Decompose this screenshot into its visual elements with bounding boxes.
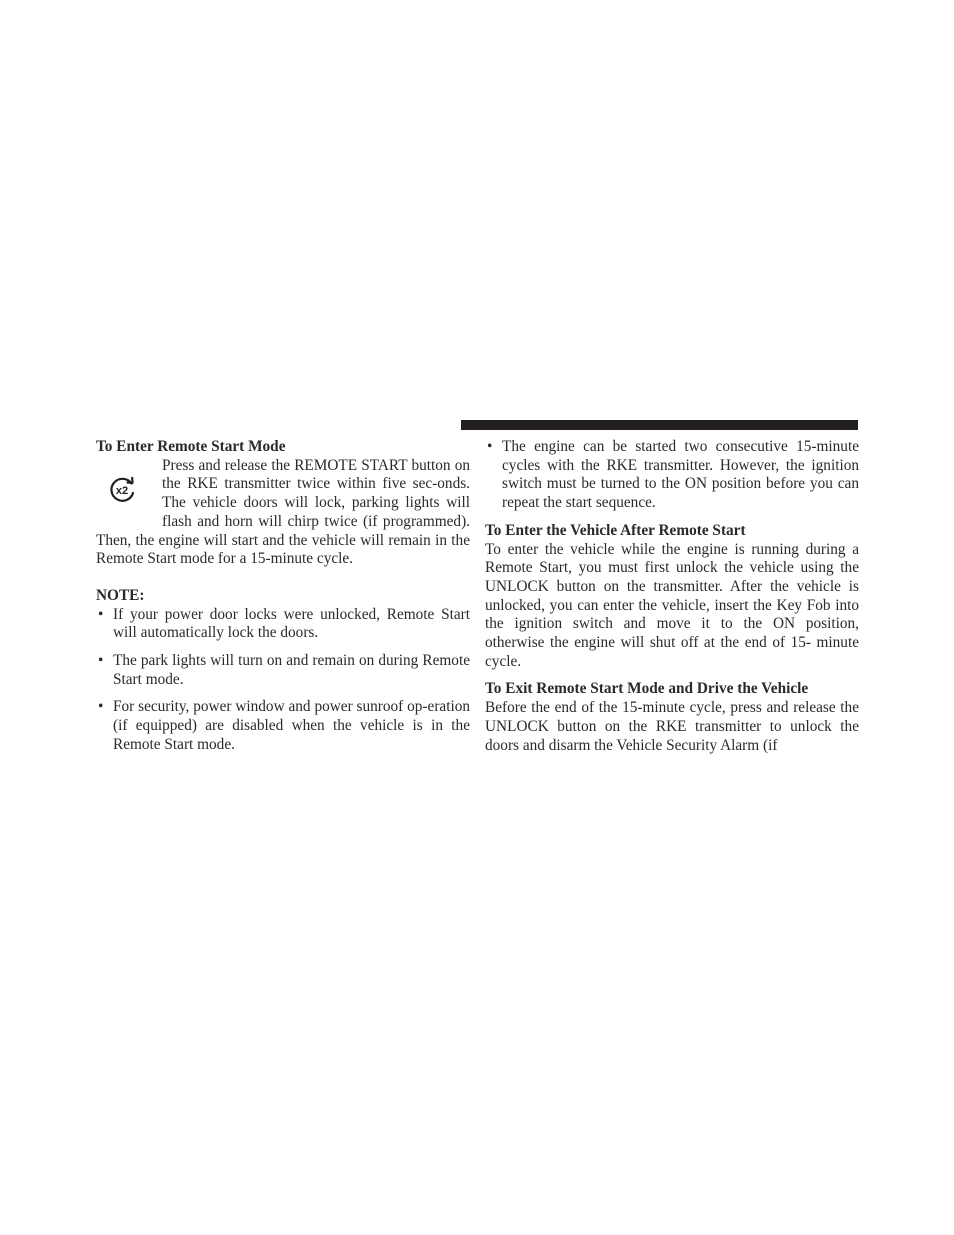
header-rule (461, 420, 858, 430)
remote-start-heading: To Enter Remote Start Mode (96, 438, 286, 455)
remote-start-intro (96, 457, 470, 569)
enter-vehicle-heading: To Enter the Vehicle After Remote Start (485, 521, 746, 539)
list-item: • For security, power window and power sunroof op-eration (if equipped) are disabled when the vehicle is in the Remote Start mode. (96, 698, 470, 754)
right-column (485, 438, 859, 755)
right-bullet-list (485, 438, 859, 513)
left-column (96, 438, 470, 755)
exit-remote-start-heading: To Exit Remote Start Mode and Drive the Vehicle (485, 680, 809, 698)
list-item: • The park lights will turn on and remain on during Remote Start mode. (96, 652, 470, 689)
list-item: • The engine can be started two consecutive 15-minute cycles with the RKE transmitter. However, the ignition switch must be turned to the ON position before you can repeat the start sequence. (485, 438, 859, 513)
exit-remote-start-body: Before the end of the 15-minute cycle, press and release the UNLOCK button on the RKE transmitter to unlock the doors and disarm the Vehicle Security Alarm (if (485, 699, 859, 754)
note-title: NOTE: (96, 586, 145, 604)
note-list (96, 606, 470, 755)
icon-x2-label: x2 (115, 484, 129, 497)
remote-start-x2-icon (96, 459, 154, 521)
enter-vehicle-body: To enter the vehicle while the engine is running during a Remote Start, you must first unlock the vehicle using the UNLOCK button on the transmitter. After the vehicle is unlocked, you can enter the vehicle, insert the Key Fob into the ignition switch and move it to the ON position, otherwise the engine will shut off at the end of 15- minute cycle. (485, 540, 859, 670)
list-item: • If your power door locks were unlocked, Remote Start will automatically lock the doors. (96, 606, 470, 643)
remote-start-intro-text: Press and release the REMOTE START button on the RKE transmitter twice within five sec-onds. The vehicle doors will lock, parking lights will flash and horn will chirp twice (if programmed). Then, the engine will start and the vehicle will remain in the Remote Start mode for a 15-minute cycle. (96, 456, 470, 568)
